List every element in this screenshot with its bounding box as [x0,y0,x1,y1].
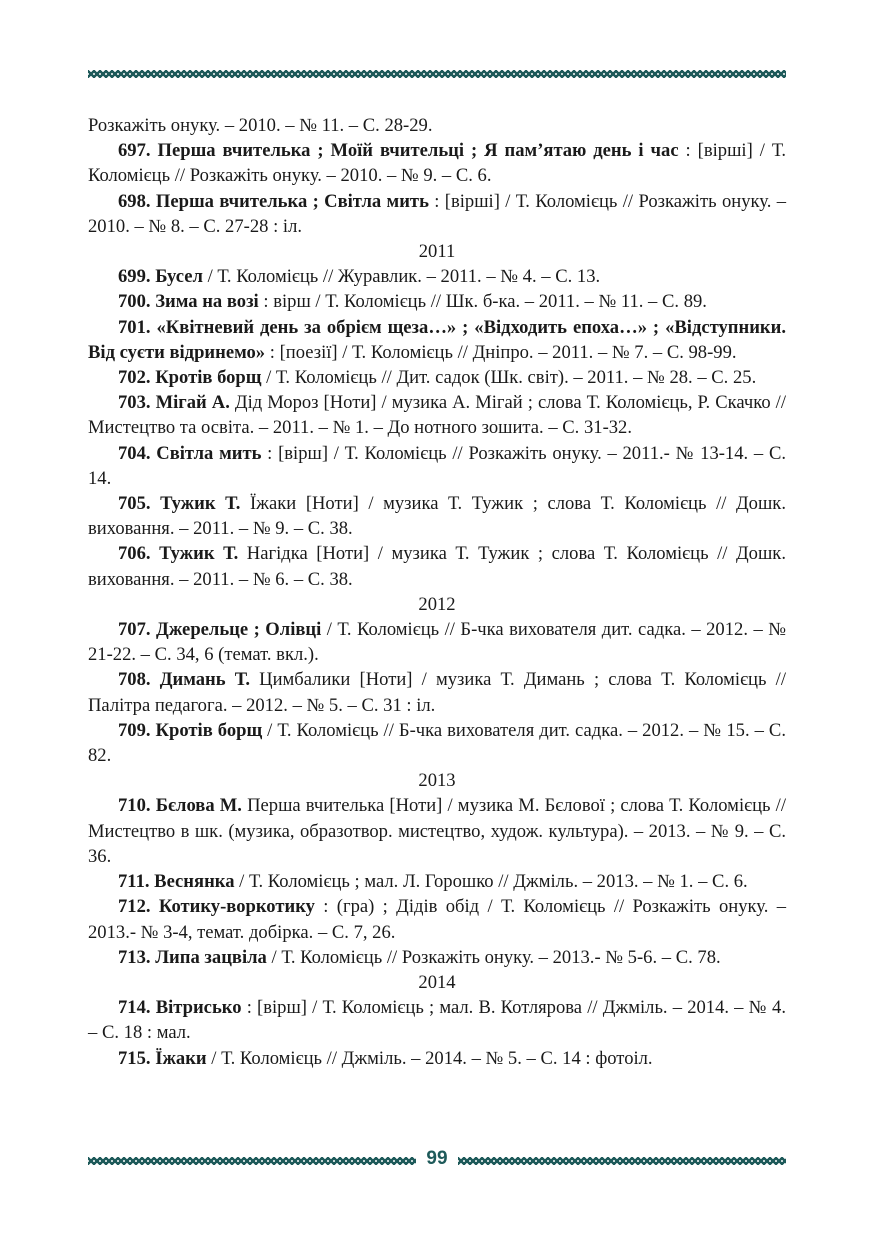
entry-709 [88,718,786,768]
entry-title: Котику-воркотику [158,896,315,918]
entry-712 [88,894,786,944]
entry-714 [88,995,786,1045]
entry-number: 711. [118,871,150,893]
page-number: 99 [426,1148,448,1169]
entry-number: 704. [118,442,151,464]
entry-710 [88,793,786,869]
entry-number: 700. [118,291,151,313]
entry-number: 713. [118,946,151,968]
entry-description: : (гра) ; Дідів обід / Т. Коломієць // Розкажіть онуку. – 2013.- № 3-4, темат. добірка. – С. 7, 26. [88,896,786,943]
entry-702 [88,365,786,390]
entry-number: 698. [118,190,151,212]
entry-703 [88,390,786,440]
entry-697 [88,138,786,188]
entry-description: Нагідка [Ноти] / музика Т. Тужик ; слова Т. Коломієць // Дошк. виховання. – 2011. – № 6. – С. 38. [88,543,786,590]
entry-title: Світла мить [156,442,262,464]
entry-number: 701. [118,316,151,338]
entry-title: Вітрисько [155,997,242,1019]
entry-title: Димань Т. [159,669,250,691]
entry-title: Тужик Т. [159,543,239,565]
year-heading-2013: 2013 [418,770,456,792]
entry-description: : [вірші] / Т. Коломієць // Розкажіть онуку. – 2010. – № 9. – С. 6. [88,140,787,187]
entry-description: / Т. Коломієць // Б-чка вихователя дит. садка. – 2012. – № 21-22. – С. 34, 6 (темат. вкл.). [88,619,786,666]
entry-description: Перша вчителька [Ноти] / музика М. Бєлової ; слова Т. Коломієць // Мистецтво в шк. (музика, образотвор. мистецтво, худож. культура). – 2013. – № 9. – С. 36. [88,795,786,867]
entry-description: / Т. Коломієць // Дит. садок (Шк. світ). – 2011. – № 28. – С. 25. [261,367,757,389]
bottom-left-ornament-divider [88,1157,416,1165]
entry-number: 712. [118,896,151,918]
top-ornament-divider [88,70,786,78]
bottom-right-ornament-divider [458,1157,786,1165]
entry-number: 705. [118,493,151,515]
entry-title: Зима на возі [155,291,259,313]
year-heading-2012: 2012 [418,593,456,615]
entry-title: Кротів борщ [155,719,263,741]
entry-707 [88,617,786,667]
entry-700 [88,289,786,314]
entry-704 [88,441,786,491]
entry-number: 715. [118,1047,151,1069]
entry-description: / Т. Коломієць // Джміль. – 2014. – № 5. – С. 14 : фотоіл. [206,1047,653,1069]
entry-713 [88,945,786,970]
entry-description: / Т. Коломієць // Розкажіть онуку. – 2013.- № 5-6. – С. 78. [266,946,721,968]
entry-711 [88,869,786,894]
entry-title: Бєлова М. [155,795,242,817]
entry-title: Тужик Т. [160,493,241,515]
entry-continuation: Розкажіть онуку. – 2010. – № 11. – С. 28-29. [88,115,433,136]
entry-number: 708. [118,669,151,691]
entry-number: 707. [118,619,151,641]
entry-description: : вірш / Т. Коломієць // Шк. б-ка. – 2011. – № 11. – С. 89. [258,291,707,313]
entry-number: 703. [118,392,151,414]
entry-title: «Квітневий день за обрієм щеза…» ; «Відходить епоха…» ; «Відступники. Від суєти відринемо» [88,316,786,363]
entry-number: 710. [118,795,151,817]
entry-description: / Т. Коломієць // Журавлик. – 2011. – № 4. – С. 13. [202,266,601,288]
year-heading-2014: 2014 [418,971,456,993]
entry-701 [88,315,786,365]
entry-description: / Т. Коломієць // Б-чка вихователя дит. садка. – 2012. – № 15. – С. 82. [88,719,786,767]
entry-title: Мігай А. [155,392,230,414]
entry-708 [88,667,786,717]
entry-description: : [вірш] / Т. Коломієць // Розкажіть онуку. – 2011.- № 13-14. – С. 14. [88,442,786,489]
entry-title: Липа зацвіла [155,946,267,968]
entry-title: Бусел [155,266,203,288]
entry-715 [88,1046,786,1071]
entry-title: Їжаки [155,1047,207,1069]
entry-title: Веснянка [154,871,235,893]
entry-title: Кротів борщ [155,367,262,389]
entry-description: Цимбалики [Ноти] / музика Т. Димань ; слова Т. Коломієць // Палітра педагога. – 2012. – № 5. – С. 31 : іл. [88,669,786,716]
entry-description: / Т. Коломієць ; мал. Л. Горошко // Джміль. – 2013. – № 1. – С. 6. [234,871,748,893]
entry-699 [88,264,786,289]
entry-description: : [вірші] / Т. Коломієць // Розкажіть онуку. – 2010. – № 8. – С. 27-28 : іл. [88,190,786,237]
entry-title: Перша вчителька ; Моїй вчительці ; Я пам’ятаю день і час [157,140,679,162]
entry-705 [88,491,786,541]
entry-706 [88,541,786,591]
entry-description: Їжаки [Ноти] / музика Т. Тужик ; слова Т. Коломієць // Дошк. виховання. – 2011. – № 9. – С. 38. [88,493,786,540]
entry-description: Дід Мороз [Ноти] / музика А. Мігай ; слова Т. Коломієць, Р. Скачко // Мистецтво та освіта. – 2011. – № 1. – До нотного зошита. – С. 31-32. [88,392,786,439]
entry-number: 697. [118,140,151,162]
entry-title: Перша вчителька ; Світла мить [155,190,429,212]
bibliography-content [88,113,786,1071]
entry-number: 702. [118,367,151,389]
entry-number: 709. [118,719,151,741]
entry-698 [88,189,786,239]
entry-number: 706. [118,543,151,565]
entry-description: : [вірш] / Т. Коломієць ; мал. В. Котлярова // Джміль. – 2014. – № 4. – С. 18 : мал. [88,997,786,1044]
entry-number: 699. [118,266,151,288]
year-heading-2011: 2011 [418,241,456,263]
entry-title: Джерельце ; Олівці [156,619,322,641]
entry-description: : [поезії] / Т. Коломієць // Дніпро. – 2011. – № 7. – С. 98-99. [265,341,737,363]
entry-number: 714. [118,997,151,1019]
